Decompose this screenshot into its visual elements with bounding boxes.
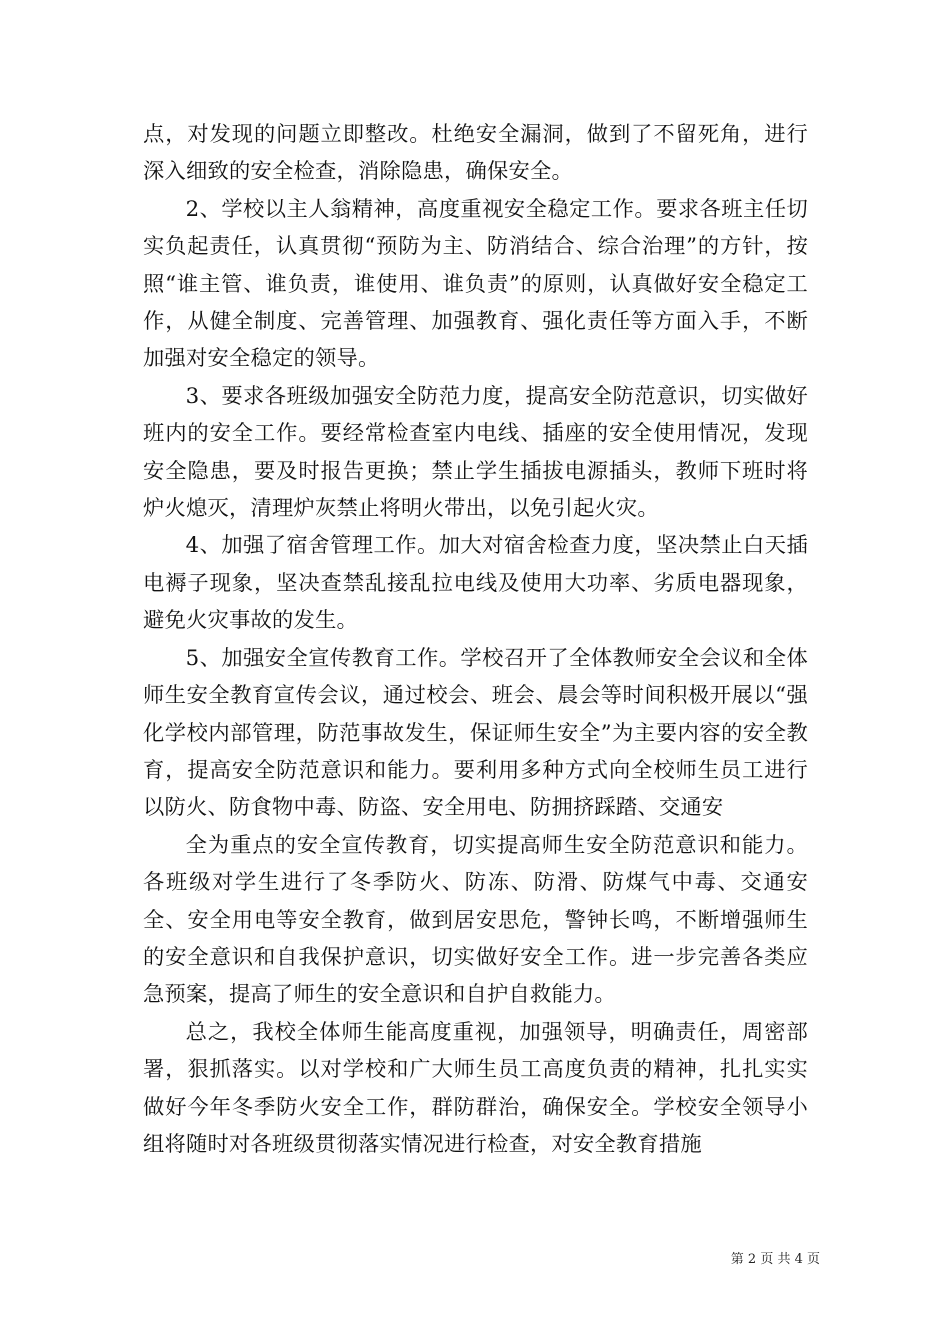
paragraph-item-2: 2、学校以主人翁精神，高度重视安全稳定工作。要求各班主任切实负起责任，认真贯彻“预防为主、防消结合、综合治理”的方针，按照“谁主管、谁负责，谁使用、谁负责”的原则，认真做好安全稳定工作，从健全制度、完善管理、加强教育、强化责任等方面入手，不断加强对安全稳定的领导。 (143, 196, 808, 372)
paragraph-item-4: 4、加强了宿舍管理工作。加大对宿舍检查力度，坚决禁止白天插电褥子现象，坚决查禁乱接乱拉电线及使用大功率、劣质电器现象，避免火灾事故的发生。 (143, 533, 808, 634)
paragraph-item-5: 5、加强安全宣传教育工作。学校召开了全体教师安全会议和全体师生安全教育宣传会议，通过校会、班会、晨会等时间积极开展以“强化学校内部管理，防范事故发生，保证师生安全”为主要内容的安全教育，提高安全防范意识和能力。要利用多种方式向全校师生员工进行以防火、防食物中毒、防盗、安全用电、防拥挤踩踏、交通安 (143, 645, 808, 821)
paragraph-item-3: 3、要求各班级加强安全防范力度，提高安全防范意识，切实做好班内的安全工作。要经常检查室内电线、插座的安全使用情况，发现安全隐患，要及时报告更换；禁止学生插拔电源插头，教师下班时将炉火熄灭，清理炉灰禁止将明火带出，以免引起火灾。 (143, 383, 808, 522)
page-number-footer: 第 2 页 共 4 页 (730, 1252, 820, 1267)
paragraph-summary: 总之，我校全体师生能高度重视，加强领导，明确责任，周密部署，狠抓落实。以对学校和广大师生员工高度负责的精神，扎扎实实做好今年冬季防火安全工作，群防群治，确保安全。学校安全领导小组将随时对各班级贯彻落实情况进行检查，对安全教育措施 (143, 1019, 808, 1157)
paragraph-continuation: 点，对发现的问题立即整改。杜绝安全漏洞，做到了不留死角，进行深入细致的安全检查，消除隐患，确保安全。 (143, 122, 808, 185)
paragraph-item-5-continued: 全为重点的安全宣传教育，切实提高师生安全防范意识和能力。各班级对学生进行了冬季防火、防冻、防滑、防煤气中毒、交通安全、安全用电等安全教育，做到居安思危，警钟长鸣，不断增强师生的安全意识和自我保护意识，切实做好安全工作。进一步完善各类应急预案，提高了师生的安全意识和自护自救能力。 (143, 832, 808, 1008)
document-body (143, 116, 808, 1163)
